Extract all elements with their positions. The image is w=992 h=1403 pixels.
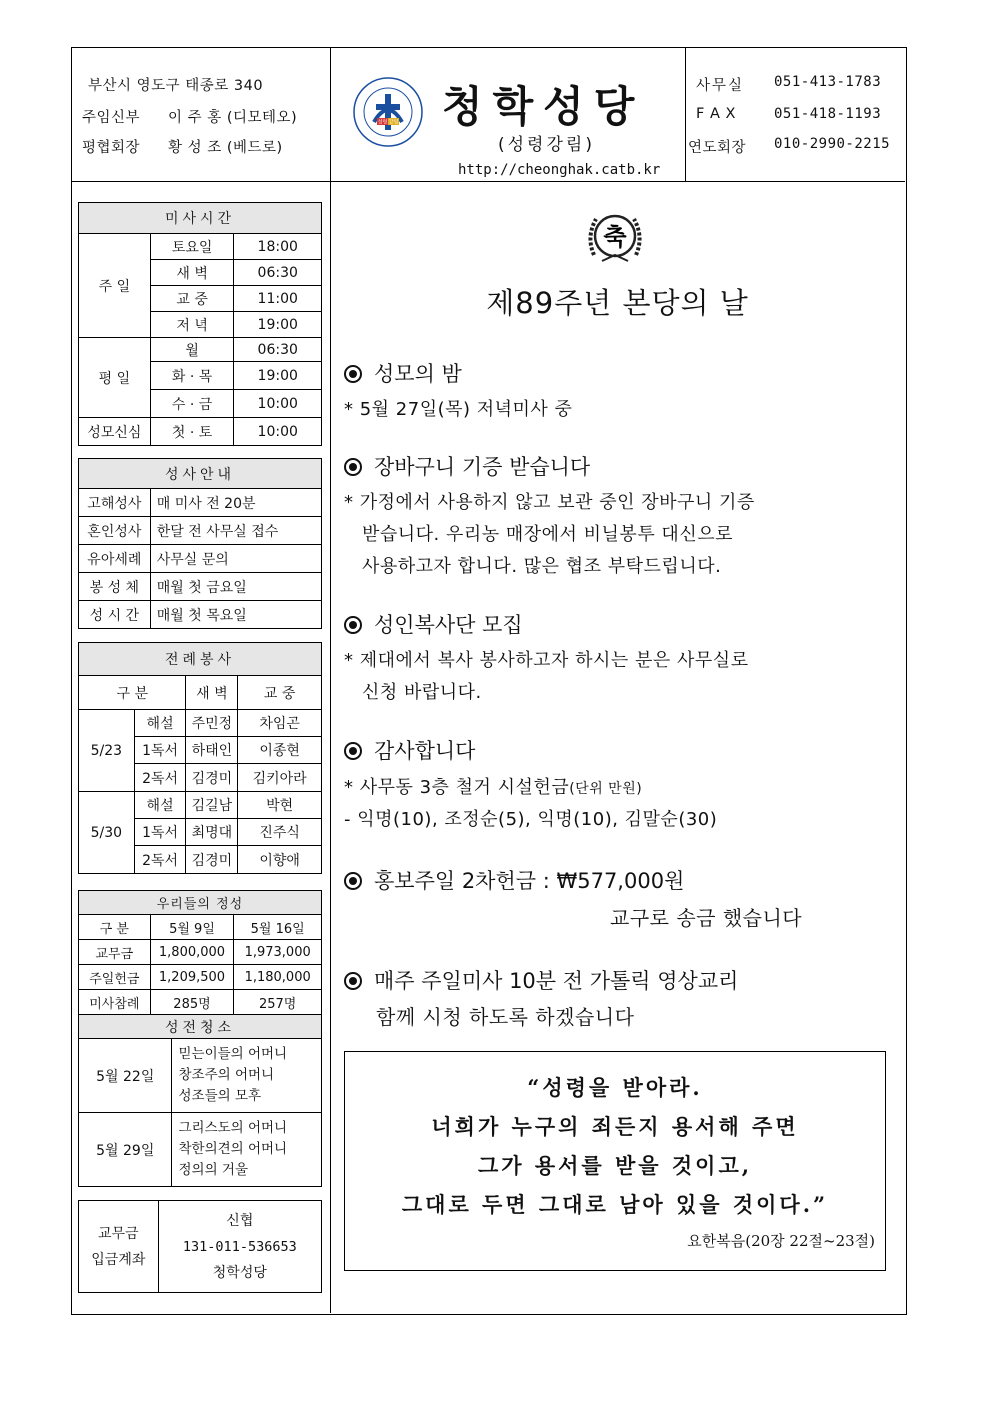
devotion-time: 10:00 [234,418,322,446]
section-line-note: (단위 만원) [569,781,643,797]
pastor-label: 주임신부 [82,110,141,126]
office-label: 사무실 [696,78,745,94]
offering-label: 주일헌금 [79,965,151,990]
devotion-day: 첫 · 토 [150,418,234,446]
church-url[interactable]: http://cheonghak.catb.kr [458,162,661,178]
offering-value: 1,973,000 [234,940,322,965]
offerings-col1: 5월 9일 [150,915,234,940]
sunday-label: 주 일 [79,234,151,338]
cleaning-groups [172,1113,322,1187]
section-line: 받습니다. 우리농 매장에서 비닐봉투 대신으로 [362,524,733,545]
offerings-col2: 5월 16일 [234,915,322,940]
liturgy-dawn-person: 김경미 [186,764,238,792]
main-content [330,181,905,1313]
section-title-text: 성모의 밤 [374,362,462,386]
liturgy-role: 해설 [134,710,186,737]
left-sidebar [72,181,331,1313]
cleaning-group: 성조들의 모후 [178,1088,262,1104]
liturgy-col-dawn: 새 벽 [186,676,238,710]
mass-day: 수 · 금 [150,390,234,418]
fax-phone: 051-418-1193 [774,106,882,122]
section-line: 함께 시청 하도록 하겠습니다 [376,1005,635,1029]
scripture-quote-box [344,1051,886,1271]
mass-time: 19:00 [234,312,322,338]
bullet-icon [344,972,362,990]
liturgy-title: 전례봉사 [79,643,322,676]
bullet-icon [344,872,362,890]
mass-time: 10:00 [234,390,322,418]
section-title-text: 성인복사단 모집 [374,613,523,637]
section-line: 사용하고자 합니다. 많은 협조 부탁드립니다. [362,556,722,577]
header [72,48,905,182]
liturgy-main-person: 차임곤 [238,710,322,737]
section-title [344,965,738,995]
account-label [79,1201,159,1293]
sacrament-value: 매월 첫 금요일 [150,573,321,601]
sacrament-value: 한달 전 사무실 접수 [150,517,321,545]
cleaning-date: 5월 29일 [79,1113,172,1187]
offering-value: 285명 [150,990,234,1015]
quote-line: 너희가 누구의 죄든지 용서해 주면 [431,1114,799,1139]
church-name: 청학성당 [442,82,645,131]
mass-time: 11:00 [234,286,322,312]
liturgy-main-person: 진주식 [238,819,322,846]
bullet-icon [344,458,362,476]
logo-badge-left: 성령 [377,119,388,126]
cleaning-group: 그리스도의 어머니 [178,1120,288,1136]
mass-day: 새 벽 [150,260,234,286]
sacrament-label: 유아세례 [79,545,151,573]
section-line: * 5월 27일(목) 저녁미사 중 [344,399,573,420]
church-logo [352,76,424,148]
account-label-line1: 교무금 [98,1225,139,1242]
account-number: 131-011-536653 [182,1238,297,1255]
liturgy-main-person: 이향애 [238,846,322,874]
mass-day: 화 · 목 [150,362,234,390]
cleaning-group: 착한의견의 어머니 [178,1141,288,1157]
yeondo-label: 연도회장 [688,140,747,156]
mass-day: 월 [150,338,234,362]
account-details [158,1201,321,1293]
cleaning-group: 정의의 거울 [178,1162,248,1178]
weekday-label: 평 일 [79,338,151,418]
sacraments-table [78,458,322,629]
offerings-table [78,890,322,1015]
account-bank: 신협 [226,1212,254,1229]
sacrament-label: 고해성사 [79,489,151,517]
account-table [78,1200,322,1293]
devotion-label: 성모신심 [79,418,151,446]
quote-line: 그가 용서를 받을 것이고, [477,1153,753,1178]
bulletin-page [71,47,907,1315]
church-subtitle: (성령강림) [498,135,595,155]
bullet-icon [344,742,362,760]
logo-badge-right: 강림 [388,119,399,126]
header-title-block [330,48,685,181]
liturgy-main-person: 박현 [238,792,322,819]
section-line: - 익명(10), 조정순(5), 익명(10), 김말순(30) [344,809,718,830]
mass-time: 06:30 [234,338,322,362]
cleaning-date: 5월 22일 [79,1039,172,1113]
mass-day: 토요일 [150,234,234,260]
section-line: * 제대에서 복사 봉사하고자 하시는 분은 사무실로 [344,650,749,671]
bullet-icon [344,616,362,634]
cleaning-groups [172,1039,322,1113]
section-title [344,609,523,639]
section-line [344,773,642,799]
fax-label: F A X [696,106,736,122]
quote-source: 요한복음(20장 22절~23절) [687,1232,875,1250]
section-title [344,735,475,765]
sacrament-value: 사무실 문의 [150,545,321,573]
quote-line: 그대로 두면 그대로 남아 있을 것이다.” [401,1192,829,1217]
offerings-col-gubun: 구 분 [79,915,151,940]
bullet-icon [344,365,362,383]
section-line: 신청 바랍니다. [362,682,482,703]
offering-label: 미사참례 [79,990,151,1015]
section-title [344,358,462,388]
section-line: 교구로 송금 했습니다 [610,906,803,930]
mass-time: 06:30 [234,260,322,286]
liturgy-role: 2독서 [134,846,186,874]
celebration-badge-icon [582,205,648,271]
offering-value: 1,209,500 [150,965,234,990]
sacraments-title: 성사안내 [79,459,322,489]
offering-value: 257명 [234,990,322,1015]
sacrament-label: 성 시 간 [79,601,151,629]
liturgy-date: 5/23 [79,710,135,792]
mass-day: 저 녁 [150,312,234,338]
quote-line: “성령을 받아라. [527,1075,703,1100]
section-title-text: 감사합니다 [374,739,476,763]
mass-times-table [78,202,322,446]
account-label-line2: 입금계좌 [91,1251,146,1268]
pastor-name: 이 주 홍 (디모테오) [168,110,298,126]
liturgy-col-main: 교 중 [238,676,322,710]
section-title-text: 홍보주일 2차헌금 : ₩577,000원 [374,869,685,893]
liturgy-role: 1독서 [134,737,186,764]
liturgy-dawn-person: 주민정 [186,710,238,737]
cleaning-group: 창조주의 어머니 [178,1067,275,1083]
liturgy-main-person: 김키아라 [238,764,322,792]
mass-time: 18:00 [234,234,322,260]
mass-time: 19:00 [234,362,322,390]
sacrament-value: 매 미사 전 20분 [150,489,321,517]
liturgy-dawn-person: 하태인 [186,737,238,764]
liturgy-main-person: 이종현 [238,737,322,764]
mass-times-title: 미사시간 [79,203,322,234]
liturgy-role: 1독서 [134,819,186,846]
sacrament-label: 봉 성 체 [79,573,151,601]
sacrament-label: 혼인성사 [79,517,151,545]
offerings-title: 우리들의 정성 [79,891,322,915]
badge-char: 축 [603,223,627,251]
office-phone: 051-413-1783 [774,74,882,90]
cleaning-group: 믿는이들의 어머니 [178,1046,288,1062]
section-title [344,451,590,481]
section-title [344,865,684,895]
liturgy-dawn-person: 김길남 [186,792,238,819]
sacrament-value: 매월 첫 목요일 [150,601,321,629]
address: 부산시 영도구 태종로 340 [88,78,264,94]
liturgy-dawn-person: 최명대 [186,819,238,846]
offering-value: 1,180,000 [234,965,322,990]
headline: 제89주년 본당의 날 [486,286,749,320]
header-contacts [685,48,906,181]
section-title-text: 매주 주일미사 10분 전 가톨릭 영상교리 [374,969,739,993]
account-holder: 청학성당 [212,1264,267,1281]
yeondo-phone: 010-2990-2215 [774,136,891,152]
section-title-text: 장바구니 기증 받습니다 [374,455,591,479]
council-name: 황 성 조 (베드로) [168,140,283,156]
offering-value: 1,800,000 [150,940,234,965]
header-info [72,48,331,181]
liturgy-col-gubun: 구 분 [79,676,186,710]
section-line-text: * 사무동 3층 철거 시설헌금 [344,777,570,798]
cleaning-table [78,1014,322,1187]
cleaning-title: 성전청소 [79,1015,322,1039]
liturgy-table [78,642,322,874]
section-line: * 가정에서 사용하지 않고 보관 중인 장바구니 기증 [344,492,755,513]
liturgy-date: 5/30 [79,792,135,874]
liturgy-role: 2독서 [134,764,186,792]
liturgy-role: 해설 [134,792,186,819]
liturgy-dawn-person: 김경미 [186,846,238,874]
council-label: 평협회장 [82,140,141,156]
mass-day: 교 중 [150,286,234,312]
offering-label: 교무금 [79,940,151,965]
